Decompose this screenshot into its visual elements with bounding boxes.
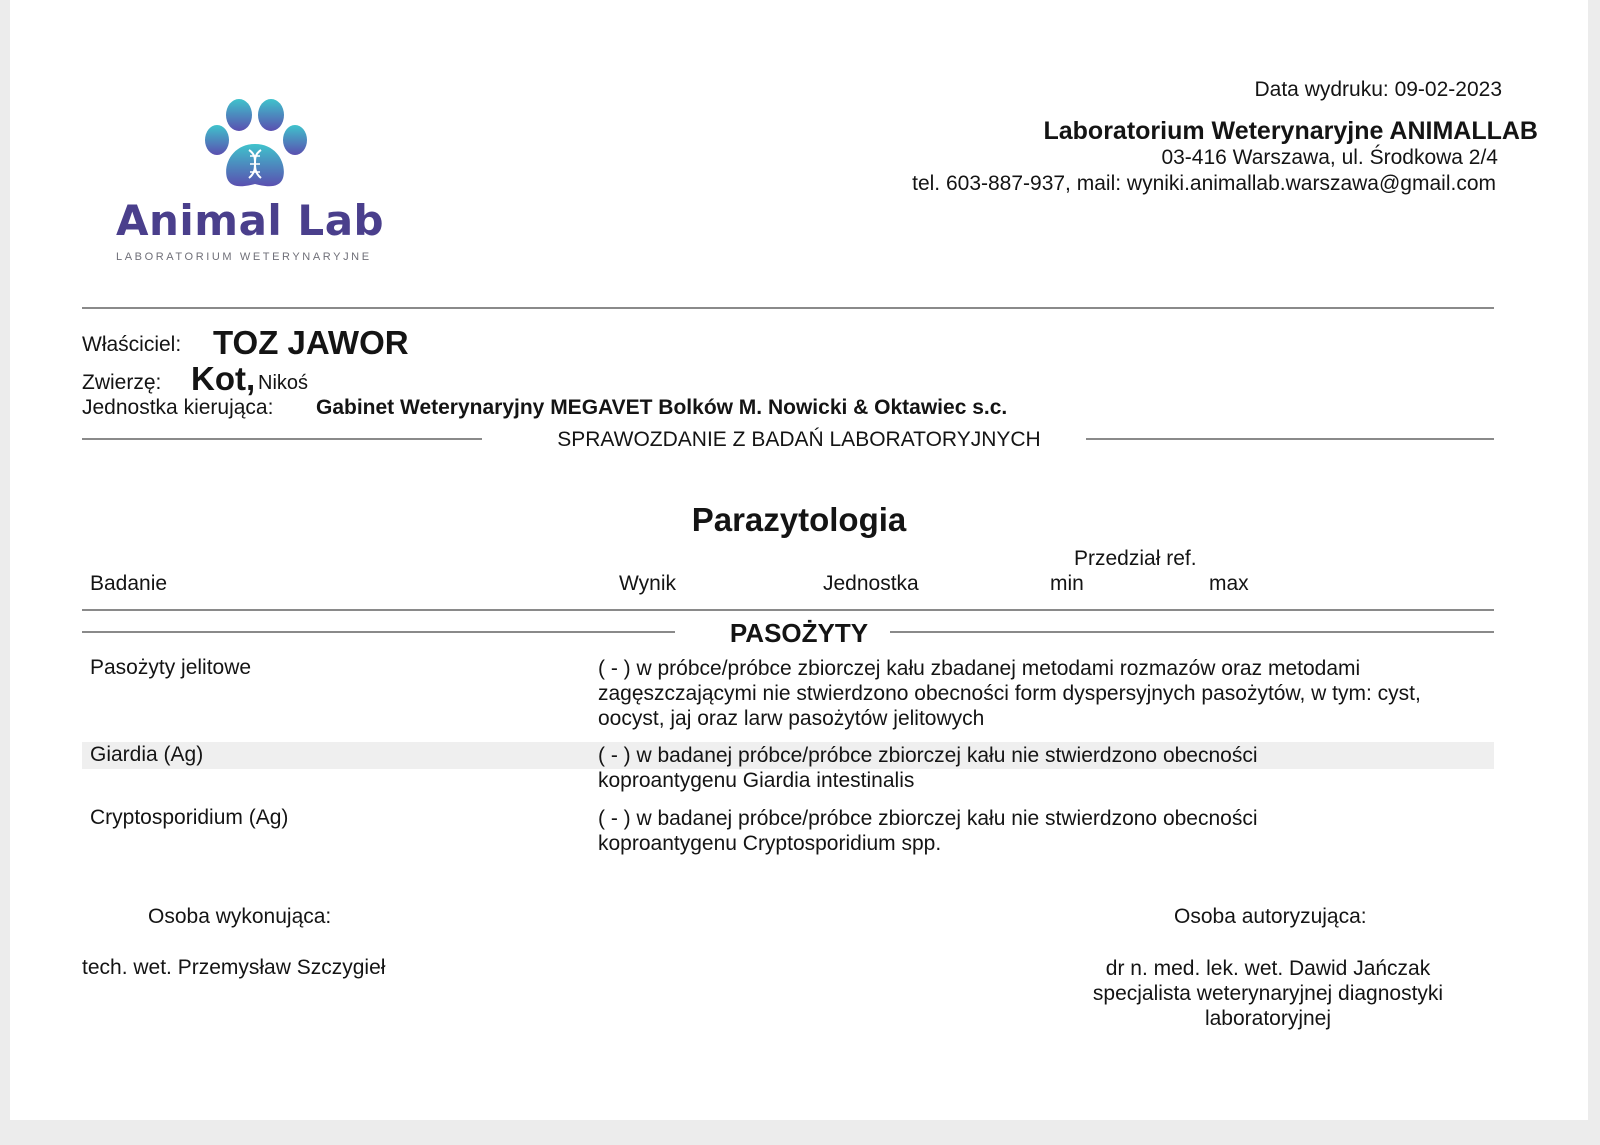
test-name-cryptosporidium: Cryptosporidium (Ag) (90, 806, 289, 829)
column-header-result: Wynik (619, 572, 676, 595)
animal-label: Zwierzę: (82, 371, 162, 394)
animal-species: Kot, (191, 360, 256, 397)
owner-label: Właściciel: (82, 333, 182, 356)
performer-name: tech. wet. Przemysław Szczygieł (82, 956, 386, 979)
column-header-test: Badanie (90, 572, 168, 595)
test-name-intestinal: Pasożyty jelitowe (90, 656, 252, 679)
column-header-max: max (1209, 572, 1249, 595)
test-result-intestinal: ( - ) w próbce/próbce zbiorczej kału zbadanej metodami rozmazów oraz metodami zagęszczającymi nie stwierdzono obecności form dyspersyjnych pasożytów, w tym: cyst, oocyst, jaj oraz larw pasożytów jelitowych (598, 657, 1421, 730)
report-title: SPRAWOZDANIE Z BADAŃ LABORATORYJNYCH (557, 428, 1041, 451)
column-header-ref-range: Przedział ref. (1074, 547, 1197, 570)
print-date (1255, 78, 1503, 102)
lab-name: Laboratorium Weterynaryjne ANIMALLAB (1043, 117, 1538, 145)
authorizer-label: Osoba autoryzująca: (1174, 905, 1367, 928)
logo-subtitle: LABORATORIUM WETERYNARYJNE (116, 251, 372, 263)
test-result-cryptosporidium: ( - ) w badanej próbce/próbce zbiorczej kału nie stwierdzono obecności koproantygenu Cryptosporidium spp. (598, 807, 1258, 855)
print-date-label: Data wydruku: (1254, 78, 1389, 101)
test-result-giardia: ( - ) w badanej próbce/próbce zbiorczej kału nie stwierdzono obecności koproantygenu Giardia intestinalis (598, 744, 1258, 792)
header-divider (82, 307, 1494, 309)
authorizer-block (1058, 956, 1478, 1031)
lab-address: 03-416 Warszawa, ul. Środkowa 2/4 (1161, 146, 1498, 169)
report-page (10, 0, 1588, 1120)
print-date-value: 09-02-2023 (1394, 78, 1502, 101)
test-name-giardia: Giardia (Ag) (90, 743, 204, 766)
performer-label: Osoba wykonująca: (148, 905, 332, 928)
authorizer-name: dr n. med. lek. wet. Dawid Jańczak (1105, 957, 1431, 980)
group-rule-right (890, 631, 1494, 633)
referring-label: Jednostka kierująca: (82, 396, 274, 419)
column-header-unit: Jednostka (823, 572, 919, 595)
column-header-min: min (1050, 572, 1084, 595)
lab-contact: tel. 603-887-937, mail: wyniki.animallab.warszawa@gmail.com (912, 172, 1496, 195)
animal-name: Nikoś (258, 372, 309, 394)
paw-logo-icon (203, 98, 313, 194)
section-title: Parazytologia (691, 501, 907, 538)
referring-unit: Gabinet Weterynaryjny MEGAVET Bolków M. Nowicki & Oktawiec s.c. (316, 396, 1008, 419)
logo-name: Animal Lab (116, 196, 385, 245)
table-header-divider (82, 609, 1494, 611)
group-title: PASOŻYTY (729, 618, 869, 648)
owner-value: TOZ JAWOR (213, 324, 409, 361)
report-title-rule-right (1086, 438, 1494, 440)
authorizer-title: specjalista weterynaryjnej diagnostyki laboratoryjnej (1092, 982, 1444, 1030)
